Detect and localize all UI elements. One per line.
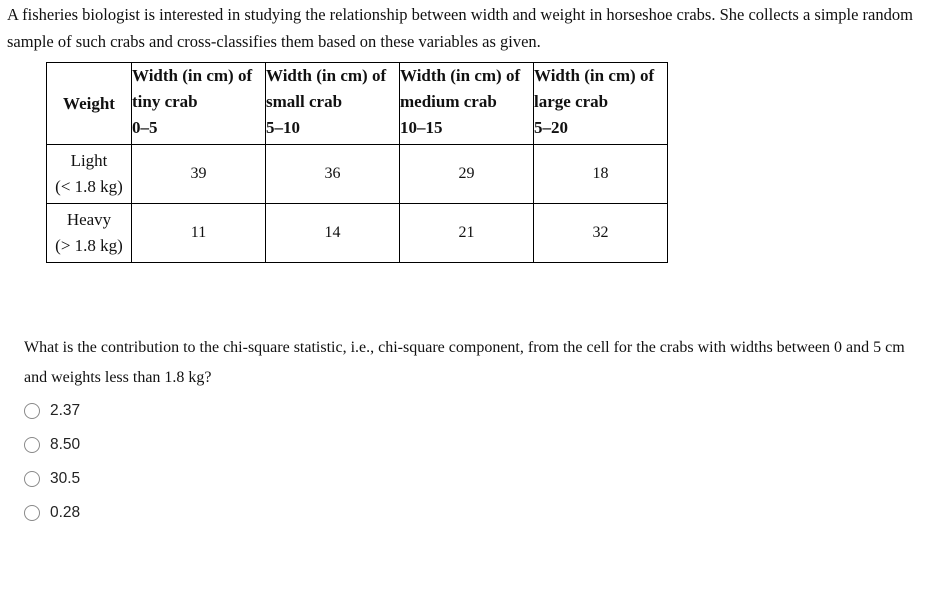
table-cell: 21 [400, 204, 534, 263]
column-header-line: large crab [534, 92, 609, 111]
answer-option-4[interactable] [24, 496, 80, 530]
column-header-line: Width (in cm) of [400, 66, 521, 85]
row-header-label: Light [70, 151, 108, 170]
column-header-line: Width (in cm) of [132, 66, 253, 85]
radio-button[interactable] [24, 471, 40, 487]
answer-option-3[interactable] [24, 462, 80, 496]
column-header-small [266, 63, 400, 145]
answer-option-label: 2.37 [50, 402, 81, 419]
radio-button[interactable] [24, 403, 40, 419]
answer-option-1[interactable] [24, 394, 80, 428]
table-cell: 14 [266, 204, 400, 263]
column-header-line: 10–15 [400, 118, 443, 137]
row-header-sub: (> 1.8 kg) [55, 236, 123, 255]
radio-button[interactable] [24, 437, 40, 453]
table-cell: 39 [132, 145, 266, 204]
column-header-medium [400, 63, 534, 145]
row-header-heavy [47, 204, 132, 263]
table-cell: 32 [534, 204, 668, 263]
answer-option-label: 0.28 [50, 504, 81, 521]
answer-options [24, 394, 80, 530]
column-header-line: 0–5 [132, 118, 158, 137]
table-cell: 29 [400, 145, 534, 204]
row-header-light [47, 145, 132, 204]
corner-header: Weight [47, 63, 132, 145]
column-header-large [534, 63, 668, 145]
question-text: What is the contribution to the chi-square statistic, i.e., chi-square component, from the cell for the crabs with widths between 0 and 5 cm and weights less than 1.8 kg? [24, 339, 905, 386]
radio-button[interactable] [24, 505, 40, 521]
column-header-line: Width (in cm) of [266, 66, 387, 85]
row-header-sub: (< 1.8 kg) [55, 177, 123, 196]
answer-option-label: 8.50 [50, 436, 81, 453]
answer-option-label: 30.5 [50, 470, 81, 487]
answer-option-2[interactable] [24, 428, 80, 462]
table-row-light [47, 145, 668, 204]
table-cell: 18 [534, 145, 668, 204]
column-header-line: medium crab [400, 92, 497, 111]
table-cell: 11 [132, 204, 266, 263]
column-header-line: Width (in cm) of [534, 66, 655, 85]
column-header-line: small crab [266, 92, 343, 111]
table-row-heavy [47, 204, 668, 263]
intro-text: A fisheries biologist is interested in studying the relationship between width and weight in horseshoe crabs. She collects a simple random sample of such crabs and cross-classifies them based on these variables as given. [7, 5, 913, 51]
contingency-table [46, 62, 668, 263]
column-header-line: tiny crab [132, 92, 198, 111]
column-header-line: 5–20 [534, 118, 568, 137]
row-header-label: Heavy [66, 210, 112, 229]
column-header-line: 5–10 [266, 118, 300, 137]
column-header-tiny [132, 63, 266, 145]
table-header-row [47, 63, 668, 145]
table-cell: 36 [266, 145, 400, 204]
